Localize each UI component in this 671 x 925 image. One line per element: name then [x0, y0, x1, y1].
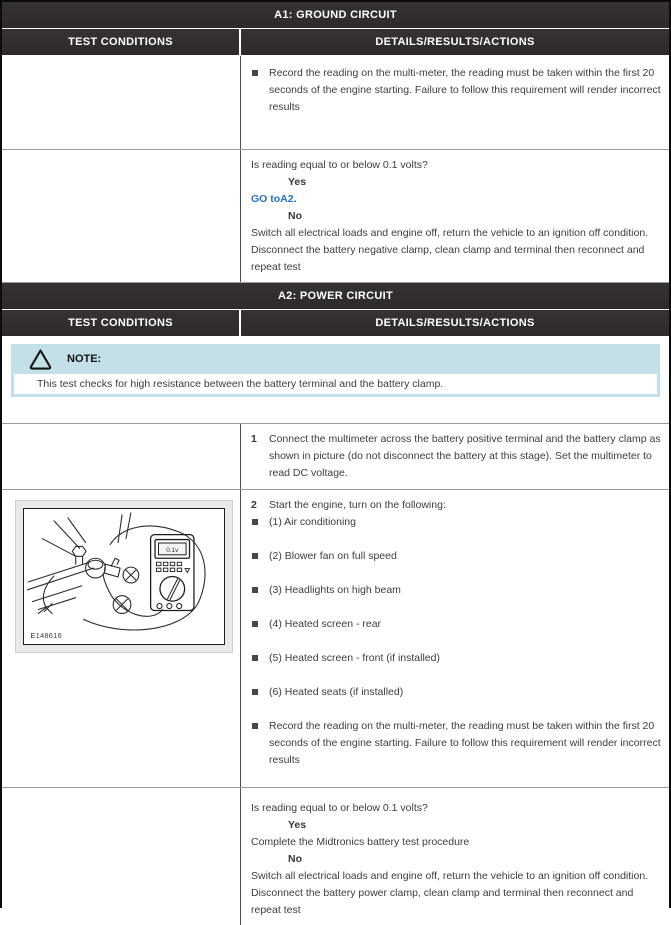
table-row — [2, 424, 669, 490]
section-header-a1 — [2, 2, 669, 29]
go-line — [251, 191, 661, 208]
step-2 — [251, 497, 661, 514]
note-row — [2, 337, 669, 424]
no-action-text: Switch all electrical loads and engine off, return the vehicle to an ignition off condition. Disconnect the battery power clamp, clean clamp and terminal then reconnect and repeat test — [251, 870, 649, 916]
note-text: This test checks for high resistance between the battery terminal and the battery clamp. — [14, 374, 657, 394]
no-action-text: Switch all electrical loads and engine off, return the vehicle to an ignition off condition. Disconnect the battery negative clamp, clean clamp and terminal then reconnect and repeat test — [251, 227, 649, 273]
details-cell — [241, 424, 669, 489]
bullet-icon — [252, 553, 258, 559]
note-label: NOTE: — [67, 353, 102, 365]
step-1-text: Connect the multimeter across the battery positive terminal and the battery clamp as shown in picture (do not disconnect the battery at this stage). Set the multimeter to read DC voltage. — [269, 433, 661, 479]
details-cell — [241, 150, 669, 282]
table-row — [2, 150, 669, 283]
bullet-icon — [252, 621, 258, 627]
bullet-icon — [252, 655, 258, 661]
step-number: 1 — [251, 433, 257, 445]
column-header-test-conditions: TEST CONDITIONS — [2, 310, 241, 336]
record-reading-text: Record the reading on the multi-meter, the reading must be taken within the first 20 seconds of the engine starting. Failure to follow this requirement will render incorrect results — [269, 67, 661, 113]
section-title-a2: A2: POWER CIRCUIT — [277, 290, 394, 302]
section-title-a1: A1: GROUND CIRCUIT — [274, 9, 397, 21]
yes-label: Yes — [288, 819, 307, 831]
result-question: Is reading equal to or below 0.1 volts? — [251, 159, 428, 171]
load-item: (4) Heated screen - rear — [269, 618, 382, 630]
column-header-test-conditions: TEST CONDITIONS — [2, 29, 241, 55]
list-item — [251, 65, 661, 116]
list-item — [251, 718, 661, 769]
table-row — [2, 788, 669, 925]
load-item: (3) Headlights on high beam — [269, 584, 401, 596]
go-link-suffix: . — [293, 193, 297, 205]
bullet-icon — [252, 519, 258, 525]
list-item — [251, 684, 661, 701]
bullet-icon — [252, 723, 258, 729]
yes-label: Yes — [288, 176, 307, 188]
details-cell — [241, 788, 669, 925]
meter-reading-text: 0.1v — [166, 546, 179, 554]
go-to-a2-link[interactable]: GO toA2 — [251, 193, 294, 205]
section-header-a2 — [2, 283, 669, 310]
table-row — [2, 56, 669, 150]
note-header — [11, 344, 660, 374]
details-cell — [241, 56, 669, 149]
step-1 — [251, 431, 661, 482]
note-warning-icon — [28, 348, 53, 370]
list-item — [251, 650, 661, 667]
load-item: (2) Blower fan on full speed — [269, 550, 397, 562]
list-item — [251, 582, 661, 599]
column-header-details: DETAILS/RESULTS/ACTIONS — [375, 317, 535, 329]
no-label: No — [288, 853, 302, 865]
figure-battery-multimeter — [15, 500, 233, 653]
column-header-row-a2 — [2, 310, 669, 337]
bullet-icon — [252, 689, 258, 695]
bullet-icon — [252, 587, 258, 593]
yes-action-text: Complete the Midtronics battery test procedure — [251, 836, 470, 848]
load-item: (1) Air conditioning — [269, 516, 356, 528]
figure-id-label: E148616 — [30, 631, 62, 641]
test-conditions-cell-empty — [2, 150, 241, 282]
load-item: (6) Heated seats (if installed) — [269, 686, 404, 698]
load-item: (5) Heated screen - front (if installed) — [269, 652, 440, 664]
no-label: No — [288, 210, 302, 222]
bullet-icon — [252, 70, 258, 76]
record-reading-text: Record the reading on the multi-meter, the reading must be taken within the first 20 seconds of the engine starting. Failure to follow this requirement will render incorrect results — [269, 720, 661, 766]
list-item — [251, 514, 661, 531]
test-conditions-cell-empty — [2, 424, 241, 489]
step-number: 2 — [251, 499, 257, 511]
step-2-text: Start the engine, turn on the following: — [269, 499, 446, 511]
note-box — [11, 344, 660, 397]
test-conditions-cell-empty — [2, 56, 241, 149]
result-question: Is reading equal to or below 0.1 volts? — [251, 802, 428, 814]
details-cell — [241, 490, 669, 787]
test-conditions-cell-empty — [2, 788, 241, 925]
column-header-details: DETAILS/RESULTS/ACTIONS — [375, 36, 535, 48]
list-item — [251, 616, 661, 633]
test-conditions-cell — [2, 490, 241, 787]
column-header-row-a1 — [2, 29, 669, 56]
battery-multimeter-drawing — [23, 508, 225, 645]
list-item — [251, 548, 661, 565]
table-row — [2, 490, 669, 788]
